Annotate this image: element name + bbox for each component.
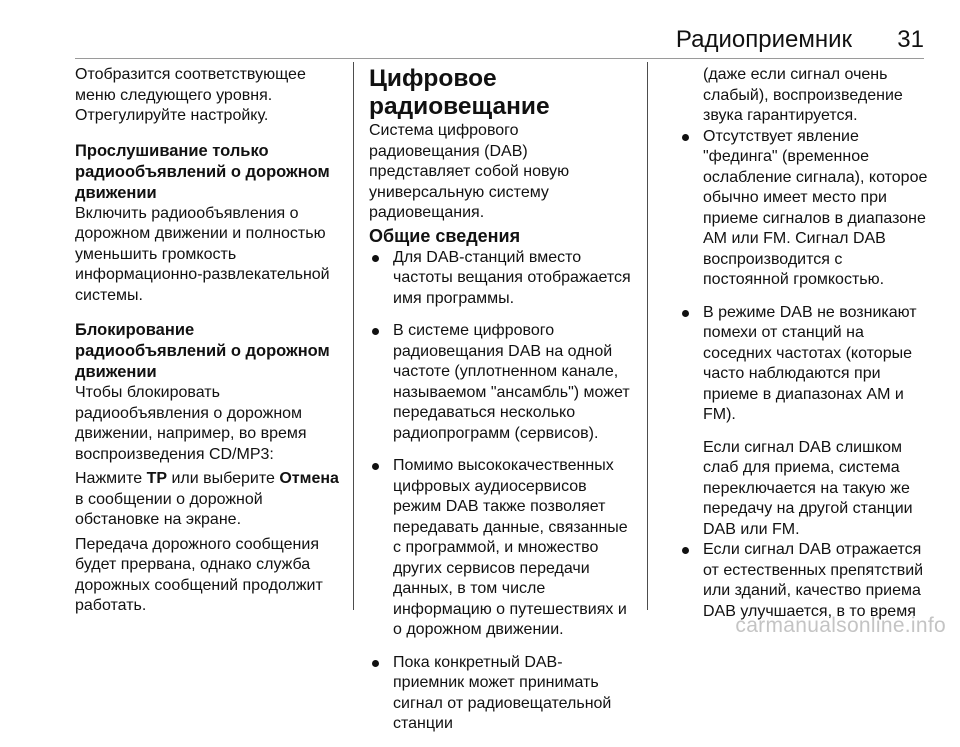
cancel-label: Отмена bbox=[279, 470, 339, 487]
instruction-prefix: Нажмите bbox=[75, 470, 147, 487]
list-item bbox=[369, 653, 633, 735]
column-middle bbox=[369, 65, 633, 747]
list-item-text: Если сигнал DAB отражается от естественных препятствий или зданий, качество приема DAB улучшается, в то время bbox=[703, 541, 924, 620]
list-item bbox=[369, 248, 633, 310]
bullet-icon bbox=[372, 463, 379, 470]
column-divider-right bbox=[647, 62, 648, 610]
bullet-icon bbox=[682, 134, 689, 141]
watermark: carmanualsonline.info bbox=[735, 614, 946, 637]
instruction-paragraph bbox=[75, 469, 347, 531]
weak-signal-text: Если сигнал DAB слишком слаб для приема, система переключается на такую же передачу на другой станции DAB или FM. bbox=[703, 438, 913, 538]
intro-paragraph: Отобразится соответствующее меню следующего уровня. Отрегулируйте настройку. bbox=[75, 66, 306, 124]
column-divider-left bbox=[353, 62, 354, 610]
block-traffic-text: Чтобы блокировать радиообъявления о дорожном движении, например, во время воспроизведения CD/MP3: bbox=[75, 384, 307, 463]
header-rule bbox=[75, 58, 924, 59]
dab-heading: Цифровое радиовещание bbox=[369, 65, 550, 120]
list-item-text: Для DAB-станций вместо частоты вещания отображается имя программы. bbox=[393, 248, 631, 307]
bullet-icon bbox=[372, 255, 379, 262]
dab-intro: Система цифрового радиовещания (DAB) представляет собой новую универсальную систему радиовещания. bbox=[369, 122, 570, 221]
bullet-icon bbox=[372, 660, 379, 667]
closing-paragraph: Передача дорожного сообщения будет прервана, однако служба дорожных сообщений продолжит работать. bbox=[75, 535, 323, 614]
page-title: Радиоприемник bbox=[675, 26, 852, 53]
list-item-text: Помимо высококачественных цифровых аудиосервисов режим DAB также позволяет передавать данные, связанные с программой, и множество других сервисов передачи данных, в том числе информацию о путешествиях и о дорожном движении. bbox=[393, 457, 628, 638]
bullet-icon bbox=[682, 310, 689, 317]
instruction-suffix: в сообщении о дорожной обстановке на экране. bbox=[75, 490, 263, 528]
traffic-only-text: Включить радиообъявления о дорожном движении и полностью уменьшить громкость информационно-развлекательной системы. bbox=[75, 204, 330, 304]
list-item bbox=[679, 540, 929, 622]
block-traffic-heading: Блокирование радиообъявлений о дорожном движении bbox=[75, 321, 330, 381]
instruction-middle: или выберите bbox=[167, 470, 280, 487]
page-number: 31 bbox=[897, 26, 924, 53]
page-header bbox=[0, 0, 960, 58]
tp-button-label: TP bbox=[146, 470, 168, 487]
bullet-icon bbox=[682, 547, 689, 554]
column-left bbox=[75, 65, 347, 617]
list-item bbox=[369, 456, 633, 641]
bullet-icon bbox=[372, 328, 379, 335]
list-item bbox=[679, 303, 929, 426]
column-right bbox=[679, 65, 929, 634]
traffic-only-heading: Прослушивание только радиообъявлений о дорожном движении bbox=[75, 141, 330, 202]
general-info-heading: Общие сведения bbox=[369, 225, 521, 246]
list-item-text: Отсутствует явление "фединга" (временное ослабление сигнала), которое обычно имеет место при приеме сигналов в диапазоне AM или FM. Сигнал DAB воспроизводится с постоянной громкостью. bbox=[703, 127, 928, 288]
list-item bbox=[369, 321, 633, 444]
continuation-text: (даже если сигнал очень слабый), воспроизведение звука гарантируется. bbox=[703, 66, 903, 124]
list-item-text: В системе цифрового радиовещания DAB на одной частоте (уплотненном канале, называемом "ансамбль") может передаваться несколько радиопрограмм (сервисов). bbox=[393, 322, 630, 442]
list-item-text: Пока конкретный DAB-приемник может принимать сигнал от радиовещательной станции bbox=[393, 653, 612, 732]
list-item bbox=[679, 127, 929, 291]
list-item-text: В режиме DAB не возникают помехи от станций на соседних частотах (которые часто наблюдаются при приеме в диапазонах AM и FM). bbox=[703, 303, 917, 423]
